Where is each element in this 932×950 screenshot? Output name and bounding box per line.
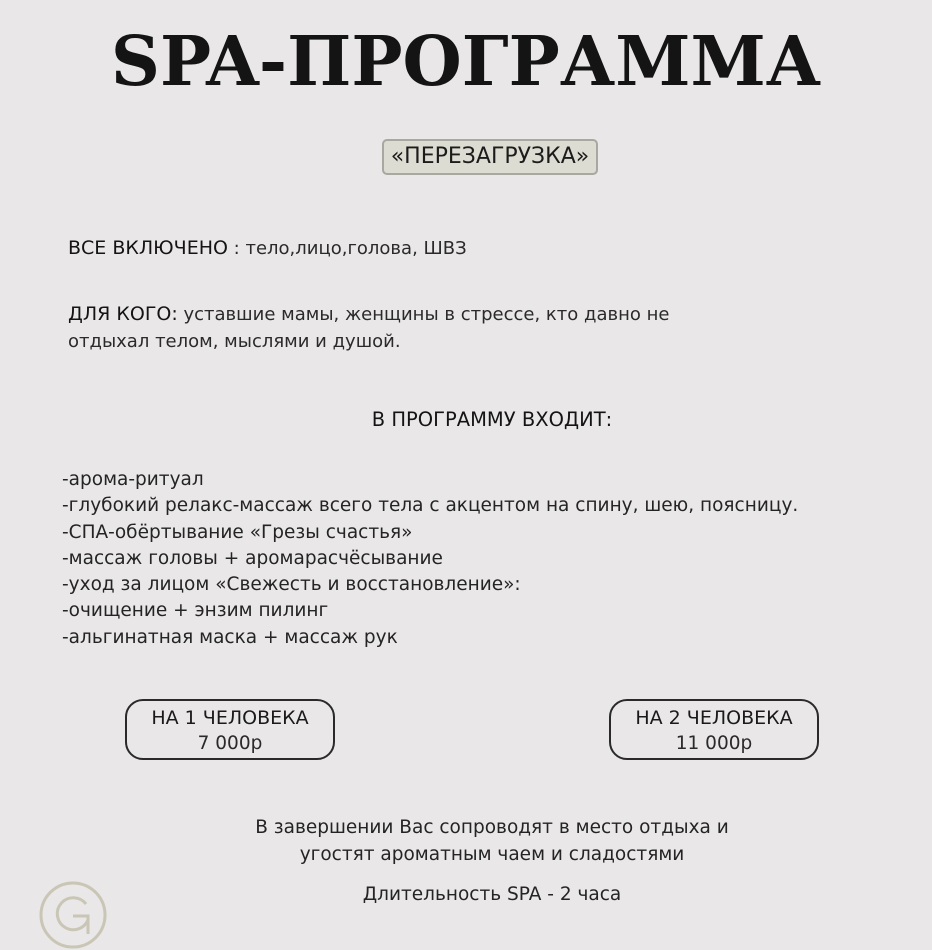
program-item: -уход за лицом «Свежесть и восстановление»:	[62, 574, 521, 596]
duration-line	[0, 882, 932, 909]
program-item: -арома-ритуал	[62, 469, 204, 490]
audience-line-1	[68, 301, 669, 328]
program-heading-text: В ПРОГРАММУ ВХОДИТ:	[371, 408, 613, 431]
program-item: -массаж головы + аромарасчёсывание	[62, 547, 443, 569]
audience-text-2: отдыхал телом, мыслями и душой.	[68, 331, 401, 352]
price-label: НА 2 ЧЕЛОВЕКА	[635, 707, 793, 729]
footer-text-1: В завершении Вас сопроводят в место отдыха и	[255, 817, 729, 838]
audience-line-2	[68, 328, 401, 355]
gr-monogram-logo-icon	[38, 880, 108, 950]
included-line	[68, 235, 467, 262]
price-card-two-persons	[609, 699, 819, 760]
price-value: 7 000р	[197, 733, 263, 754]
program-item: -глубокий релакс-массаж всего тела с акцентом на спину, шею, поясницу.	[62, 495, 799, 517]
audience-label: ДЛЯ КОГО:	[68, 303, 178, 325]
audience-text-1: уставшие мамы, женщины в стрессе, кто давно не	[177, 304, 670, 325]
duration-text: Длительность SPA - 2 часа	[362, 884, 622, 905]
footer-line-1	[0, 815, 932, 842]
subtitle-container	[0, 139, 932, 175]
program-item: -альгинатная маска + массаж рук	[62, 626, 398, 648]
price-card-one-person	[125, 699, 335, 760]
price-label: НА 1 ЧЕЛОВЕКА	[151, 707, 309, 729]
page-title: SPA-ПРОГРАММА	[110, 22, 822, 102]
included-label: ВСЕ ВКЛЮЧЕНО	[68, 237, 228, 259]
footer-line-2	[0, 842, 932, 869]
price-value: 11 000р	[675, 733, 753, 754]
program-list	[62, 467, 798, 651]
program-heading	[0, 407, 932, 433]
program-item: -СПА-обёртывание «Грезы счастья»	[62, 521, 413, 543]
footer-text-2: угостят ароматным чаем и сладостями	[299, 844, 685, 865]
included-text: : тело,лицо,голова, ШВЗ	[227, 238, 467, 259]
program-item: -очищение + энзим пилинг	[62, 600, 329, 622]
program-name-badge: «ПЕРЕЗАГРУЗКА»	[382, 139, 599, 175]
